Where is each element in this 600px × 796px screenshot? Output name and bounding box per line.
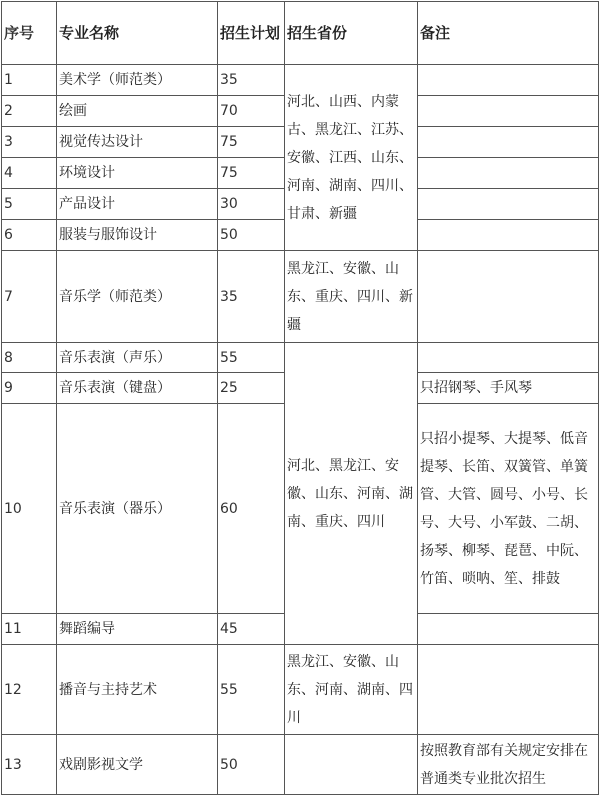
header-note: 备注 — [418, 2, 599, 65]
row-no: 6 — [2, 220, 57, 251]
row-provinces — [285, 735, 418, 795]
row-note — [418, 158, 599, 189]
row-plan: 70 — [218, 96, 285, 127]
row-note — [418, 65, 599, 96]
row-note: 按照教育部有关规定安排在普通类专业批次招生 — [418, 735, 599, 795]
row-plan: 50 — [218, 220, 285, 251]
row-no: 2 — [2, 96, 57, 127]
row-plan: 75 — [218, 127, 285, 158]
row-provinces: 黑龙江、安徽、山东、河南、湖南、四川 — [285, 645, 418, 735]
table-row — [2, 343, 599, 373]
row-major: 舞蹈编导 — [57, 614, 218, 645]
row-no: 12 — [2, 645, 57, 735]
row-note — [418, 127, 599, 158]
row-plan: 55 — [218, 343, 285, 373]
row-note — [418, 220, 599, 251]
row-plan: 30 — [218, 189, 285, 220]
row-provinces: 河北、山西、内蒙古、黑龙江、江苏、安徽、江西、山东、河南、湖南、四川、甘肃、新疆 — [285, 65, 418, 251]
row-no: 7 — [2, 251, 57, 343]
row-major: 音乐学（师范类） — [57, 251, 218, 343]
row-major: 音乐表演（器乐） — [57, 404, 218, 614]
enrollment-table — [1, 1, 599, 795]
row-note: 只招钢琴、手风琴 — [418, 373, 599, 404]
header-name: 专业名称 — [57, 2, 218, 65]
row-no: 13 — [2, 735, 57, 795]
row-note — [418, 343, 599, 373]
row-note: 只招小提琴、大提琴、低音提琴、长笛、双簧管、单簧管、大管、圆号、小号、长号、大号、小军鼓、二胡、扬琴、柳琴、琵琶、中阮、竹笛、唢呐、笙、排鼓 — [418, 404, 599, 614]
row-major: 绘画 — [57, 96, 218, 127]
row-major: 播音与主持艺术 — [57, 645, 218, 735]
row-plan: 35 — [218, 65, 285, 96]
row-major: 音乐表演（声乐） — [57, 343, 218, 373]
row-plan: 75 — [218, 158, 285, 189]
table-header-row — [2, 2, 599, 65]
row-plan: 35 — [218, 251, 285, 343]
row-plan: 45 — [218, 614, 285, 645]
table-row — [2, 65, 599, 96]
row-plan: 25 — [218, 373, 285, 404]
row-provinces: 黑龙江、安徽、山东、重庆、四川、新疆 — [285, 251, 418, 343]
row-no: 9 — [2, 373, 57, 404]
table-row — [2, 251, 599, 343]
row-no: 3 — [2, 127, 57, 158]
row-major: 音乐表演（键盘） — [57, 373, 218, 404]
row-major: 产品设计 — [57, 189, 218, 220]
row-no: 1 — [2, 65, 57, 96]
row-major: 视觉传达设计 — [57, 127, 218, 158]
header-no: 序号 — [2, 2, 57, 65]
row-note — [418, 645, 599, 735]
row-major: 美术学（师范类） — [57, 65, 218, 96]
row-major: 戏剧影视文学 — [57, 735, 218, 795]
row-plan: 50 — [218, 735, 285, 795]
row-major: 环境设计 — [57, 158, 218, 189]
row-no: 8 — [2, 343, 57, 373]
row-provinces: 河北、黑龙江、安徽、山东、河南、湖南、重庆、四川 — [285, 343, 418, 645]
row-no: 11 — [2, 614, 57, 645]
row-no: 4 — [2, 158, 57, 189]
table-row — [2, 645, 599, 735]
header-plan: 招生计划 — [218, 2, 285, 65]
table-row — [2, 735, 599, 795]
row-note — [418, 96, 599, 127]
row-plan: 55 — [218, 645, 285, 735]
row-no: 5 — [2, 189, 57, 220]
header-provinces: 招生省份 — [285, 2, 418, 65]
row-note — [418, 251, 599, 343]
row-no: 10 — [2, 404, 57, 614]
row-major: 服装与服饰设计 — [57, 220, 218, 251]
row-plan: 60 — [218, 404, 285, 614]
row-note — [418, 614, 599, 645]
row-note — [418, 189, 599, 220]
